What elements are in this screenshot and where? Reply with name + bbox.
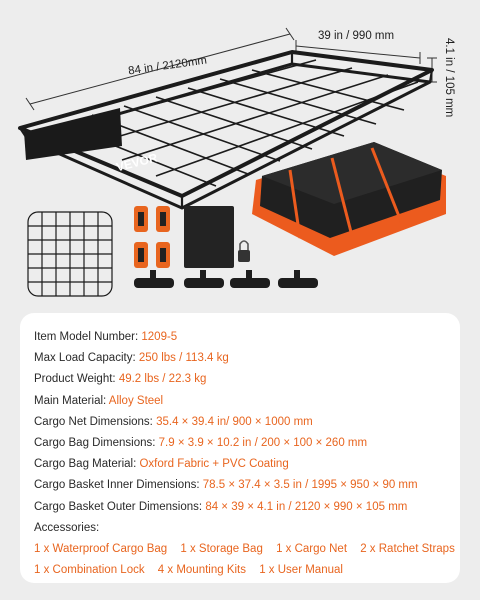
mounting-kits-image xyxy=(134,270,318,288)
accessory-item: 1 x Storage Bag xyxy=(180,543,263,556)
spec-row-bag-material: Cargo Bag Material: Oxford Fabric + PVC Coating xyxy=(34,458,289,471)
accessories-row-1 xyxy=(34,539,460,560)
width-dimension-label: 39 in / 990 mm xyxy=(318,30,395,42)
accessories-row-2 xyxy=(34,560,460,581)
height-dimension-label: 4.1 in / 105 mm xyxy=(443,38,455,118)
spec-row-inner-dimensions: Cargo Basket Inner Dimensions: 78.5 × 37.4 × 3.5 in / 1995 × 950 × 90 mm xyxy=(34,479,418,492)
length-dimension-label: 84 in / 2120mm xyxy=(127,54,208,78)
spec-row-weight: Product Weight: 49.2 lbs / 22.3 kg xyxy=(34,373,207,386)
accessory-item: 1 x Waterproof Cargo Bag xyxy=(34,543,168,556)
spec-row-material: Main Material: Alloy Steel xyxy=(34,394,164,407)
accessory-item: 2 x Ratchet Straps xyxy=(360,543,455,556)
cargo-net-image xyxy=(28,212,112,296)
spec-row-net-dimensions: Cargo Net Dimensions: 35.4 × 39.4 in/ 900 × 1000 mm xyxy=(34,415,313,428)
brand-logo: VEVOR xyxy=(114,150,159,175)
accessory-item: 1 x Cargo Net xyxy=(276,543,348,556)
accessory-item: 4 x Mounting Kits xyxy=(157,564,247,577)
spec-row-max-load: Max Load Capacity: 250 lbs / 113.4 kg xyxy=(34,352,229,365)
spec-row-outer-dimensions: Cargo Basket Outer Dimensions: 84 × 39 × 4.1 in / 2120 × 990 × 105 mm xyxy=(34,500,408,513)
accessories-label: Accessories: xyxy=(34,521,100,534)
specifications-card xyxy=(20,313,460,583)
spec-row-bag-dimensions: Cargo Bag Dimensions: 7.9 × 3.9 × 10.2 in / 200 × 100 × 260 mm xyxy=(34,437,368,450)
ratchet-straps-image xyxy=(134,206,170,268)
accessory-item: 1 x User Manual xyxy=(259,564,343,577)
accessory-item: 1 x Combination Lock xyxy=(34,564,145,577)
combination-lock-image xyxy=(238,241,250,262)
storage-bag-image xyxy=(184,206,234,268)
wind-fairing xyxy=(24,108,122,160)
spec-row-model: Item Model Number: 1209-5 xyxy=(34,331,178,343)
